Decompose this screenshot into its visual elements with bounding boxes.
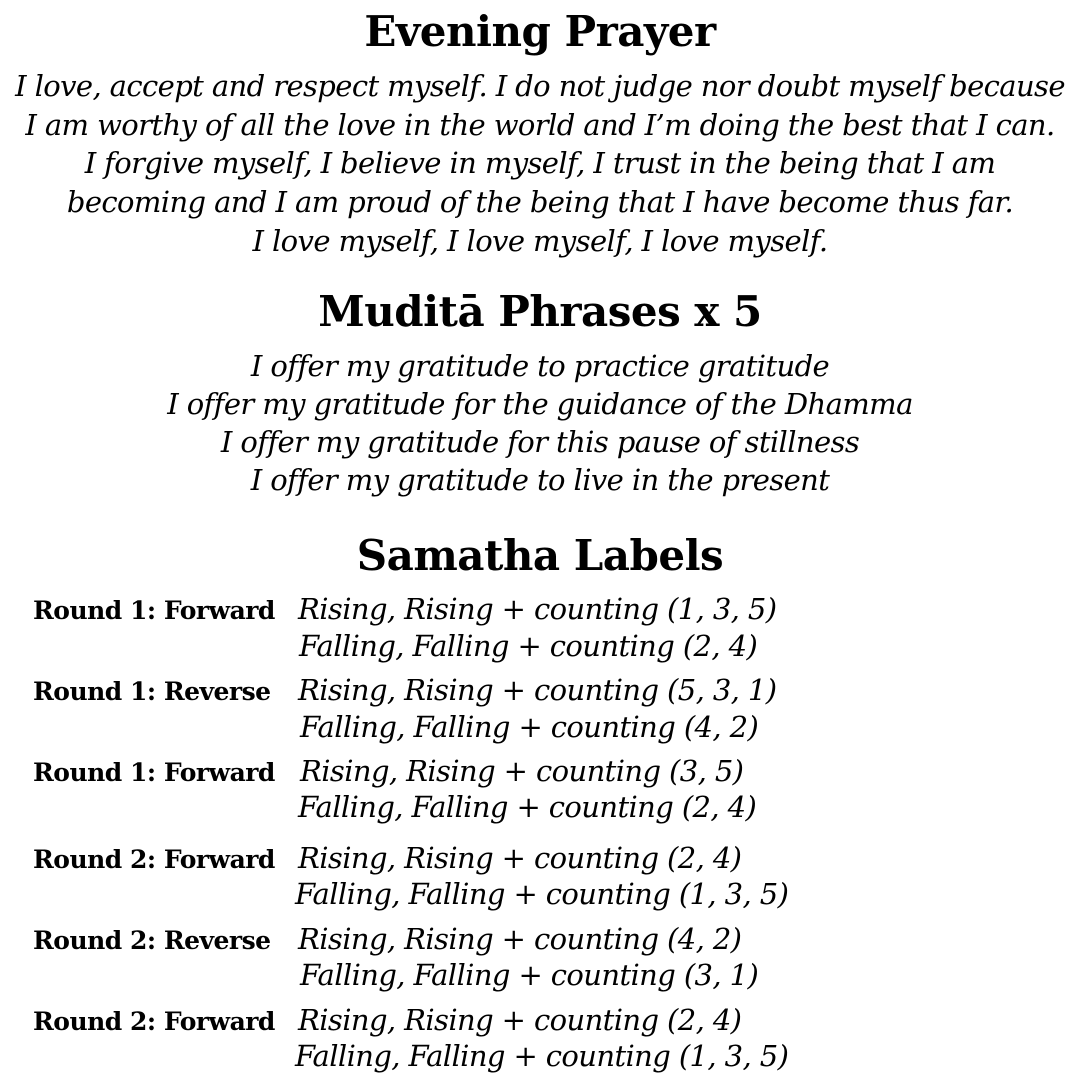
round-label: Round 1: Reverse bbox=[33, 677, 271, 706]
rising-label: Rising, Rising + counting (3, 5) bbox=[300, 754, 744, 788]
prayer-line: I forgive myself, I believe in myself, I trust in the being that I am bbox=[84, 146, 996, 180]
round-label: Round 2: Forward bbox=[33, 1007, 275, 1036]
mudita-phrase: I offer my gratitude to practice gratitude bbox=[250, 349, 830, 383]
round-label: Round 1: Forward bbox=[33, 758, 275, 787]
falling-label: Falling, Falling + counting (4, 2) bbox=[300, 710, 759, 744]
falling-label: Falling, Falling + counting (1, 3, 5) bbox=[295, 1039, 789, 1073]
mudita-title: Muditā Phrases x 5 bbox=[318, 287, 762, 336]
rising-label: Rising, Rising + counting (5, 3, 1) bbox=[298, 673, 777, 707]
mudita-phrase: I offer my gratitude for this pause of stillness bbox=[220, 425, 860, 459]
round-label: Round 2: Reverse bbox=[33, 926, 271, 955]
rising-label: Rising, Rising + counting (4, 2) bbox=[298, 922, 742, 956]
prayer-line: I love myself, I love myself, I love myself. bbox=[252, 224, 828, 258]
mudita-phrase: I offer my gratitude for the guidance of the Dhamma bbox=[167, 387, 913, 421]
falling-label: Falling, Falling + counting (2, 4) bbox=[299, 629, 758, 663]
prayer-line: becoming and I am proud of the being that I have become thus far. bbox=[66, 185, 1014, 219]
mudita-phrase: I offer my gratitude to live in the present bbox=[250, 463, 830, 497]
round-label: Round 2: Forward bbox=[33, 845, 275, 874]
rising-label: Rising, Rising + counting (2, 4) bbox=[298, 1003, 742, 1037]
rising-label: Rising, Rising + counting (2, 4) bbox=[298, 841, 742, 875]
prayer-line: I love, accept and respect myself. I do not judge nor doubt myself because bbox=[15, 69, 1065, 103]
rising-label: Rising, Rising + counting (1, 3, 5) bbox=[298, 592, 777, 626]
round-label: Round 1: Forward bbox=[33, 596, 275, 625]
falling-label: Falling, Falling + counting (3, 1) bbox=[300, 958, 759, 992]
samatha-title: Samatha Labels bbox=[356, 531, 724, 580]
falling-label: Falling, Falling + counting (1, 3, 5) bbox=[295, 877, 789, 911]
falling-label: Falling, Falling + counting (2, 4) bbox=[298, 790, 757, 824]
prayer-line: I am worthy of all the love in the world and I’m doing the best that I can. bbox=[25, 108, 1055, 142]
evening-prayer-title: Evening Prayer bbox=[364, 7, 716, 56]
